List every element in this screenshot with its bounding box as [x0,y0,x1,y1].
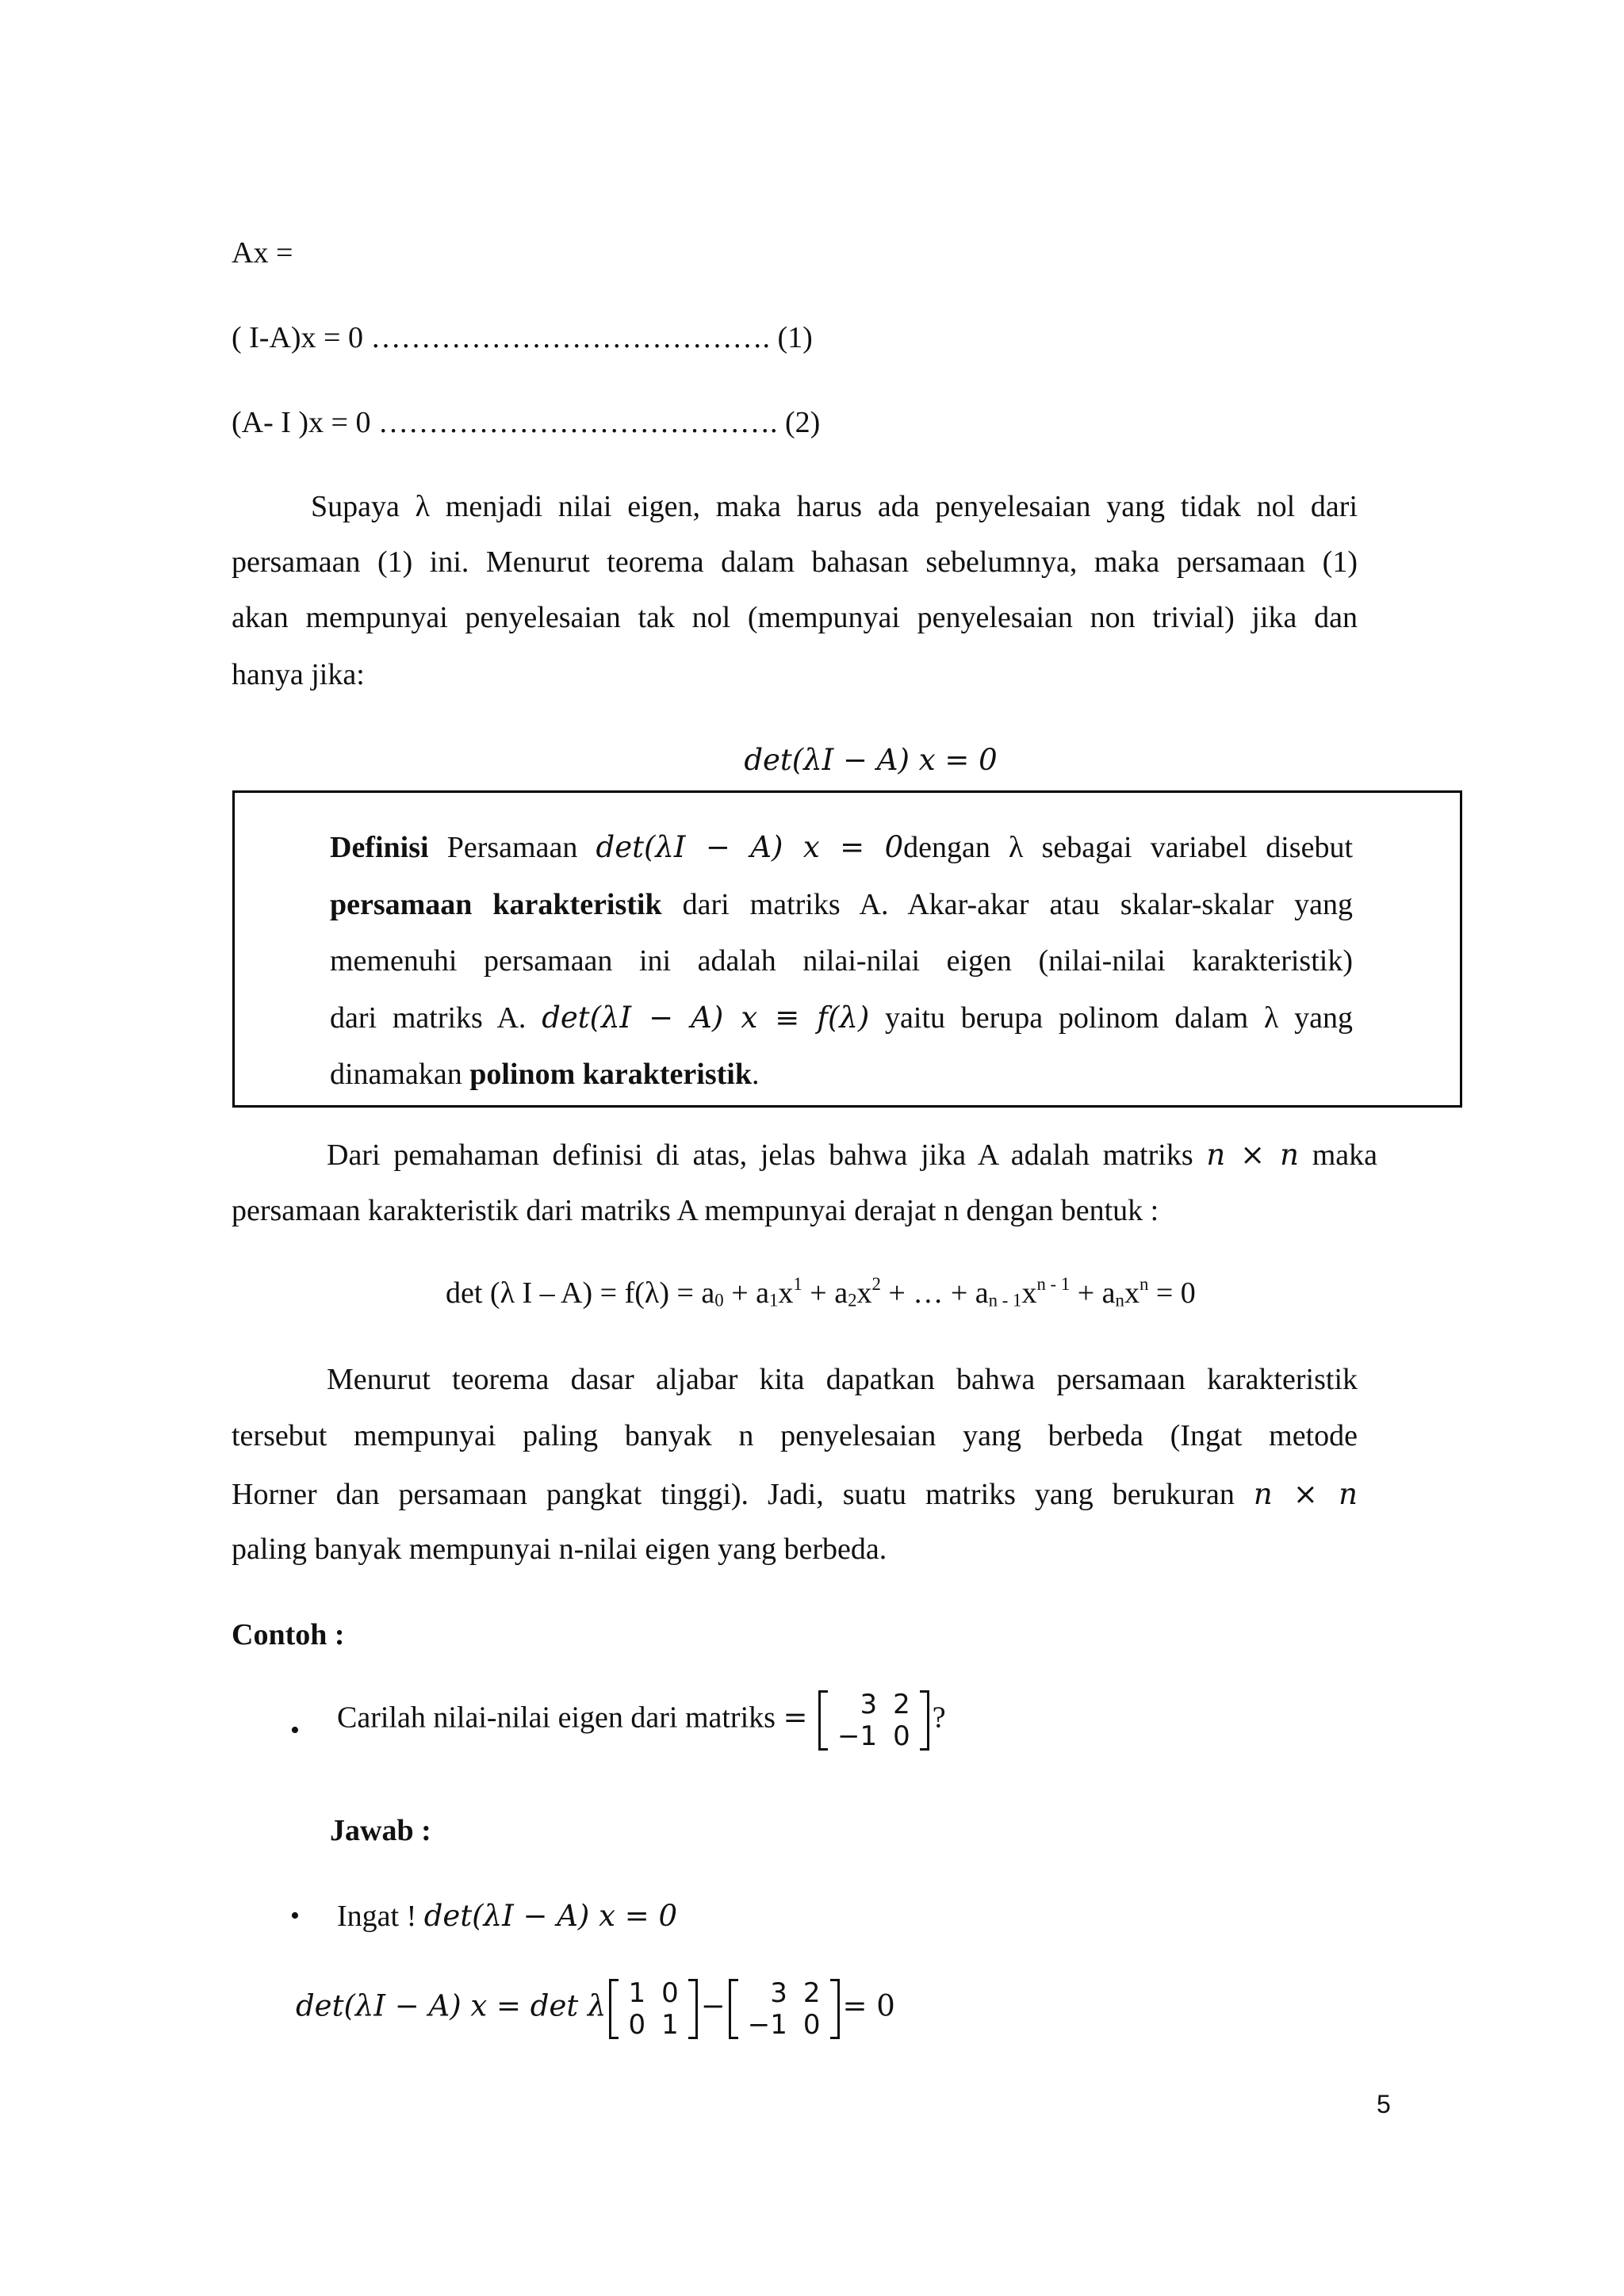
example-question: Carilah nilai-nilai eigen dari matriks = 3 2 −1 0 ? [337,1689,946,1752]
def-line1: Definisi Persamaan det(λI − A) x = 0dengan λ sebagai variabel disebut [330,830,1354,864]
para1-line1: Supaya λ menjadi nilai eigen, maka harus ada penyelesaian yang tidak nol dari [311,490,1358,523]
eq-ax: Ax = [232,236,293,270]
para3-line3: Horner dan persamaan pangkat tinggi). Jadi, suatu matriks yang berukuran n × n [232,1477,1358,1511]
final-equation: det(λI − A) x = det λ 1 0 0 1 − 3 2 −1 0 = 0 [296,1977,895,2041]
def-term: Definisi [330,831,429,864]
eq-2: (A- I )x = 0 …………………………………. (2) [232,406,821,439]
para3-line1: Menurut teorema dasar aljabar kita dapatkan bahwa persamaan karakteristik [327,1363,1358,1396]
para3-line4: paling banyak mempunyai n-nilai eigen yang berbeda. [232,1533,887,1566]
bullet-1: • [290,1716,300,1745]
def-line5: dinamakan polinom karakteristik. [330,1058,760,1091]
remember-line: Ingat ! det(λI − A) x = 0 [337,1899,678,1933]
char-polynomial: det (λ $I - A) = f(\lambda) = a_0 + a_1x^1 + a_2x^2$ + … + $a_{n - 1}x^{n - 1} + a_nx^n = 0$ [446,1274,1196,1311]
answer-heading: Jawab : [330,1814,431,1847]
bullet-2: • [290,1901,300,1931]
identity-matrix: 1 0 0 1 [609,1977,697,2041]
para2-line1: Dari pemahaman definisi di atas, jelas bahwa jika A adalah matriks n × n maka [327,1138,1378,1172]
para3-line2: tersebut mempunyai paling banyak n penyelesaian yang berbeda (Ingat metode [232,1419,1358,1452]
para1-line4: hanya jika: [232,658,365,691]
def-line2: persamaan karakteristik dari matriks A. Akar-akar atau skalar-skalar yang [330,888,1353,921]
para1-line3: akan mempunyai penyelesaian tak nol (mempunyai penyelesaian non trivial) jika dan [232,601,1358,634]
det-equation: det(λI − A) x = 0 [744,743,998,777]
definition-box [232,790,1462,1108]
def-line4: dari matriks A. det(λI − A) x ≡ f(λ) yaitu berupa polinom dalam λ yang [330,1001,1354,1035]
def-line3: memenuhi persamaan ini adalah nilai-nilai eigen (nilai-nilai karakteristik) [330,944,1353,978]
page-number: 5 [1377,2090,1391,2118]
eq-1: ( I-A)x = 0 …………………………………. (1) [232,321,813,354]
matrix-a-repeat: 3 2 −1 0 [729,1977,840,2041]
example-heading: Contoh : [232,1618,345,1651]
matrix-a: 3 2 −1 0 [818,1689,929,1752]
para2-line2: persamaan karakteristik dari matriks A mempunyai derajat n dengan bentuk : [232,1194,1159,1227]
para1-line2: persamaan (1) ini. Menurut teorema dalam bahasan sebelumnya, maka persamaan (1) [232,545,1358,579]
